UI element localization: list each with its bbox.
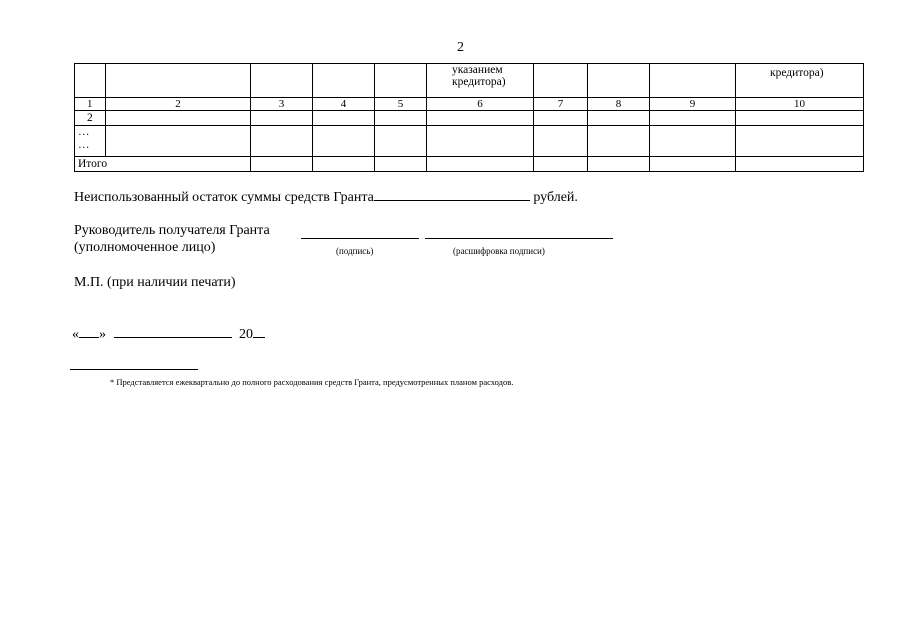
- remainder-amount-blank: [374, 188, 530, 201]
- total-label: Итого: [75, 157, 251, 172]
- header-cell-10: [736, 64, 864, 98]
- header-cell-2: [106, 64, 251, 98]
- decoding-caption: (расшифровка подписи): [453, 246, 545, 256]
- header-cell-1: [75, 64, 106, 98]
- date-day-blank: [79, 325, 99, 338]
- signature-blank: [301, 238, 419, 239]
- table-cell: [736, 126, 864, 157]
- header-cell-3: [251, 64, 313, 98]
- table-cell: [251, 111, 313, 126]
- table-cell: [534, 157, 588, 172]
- column-number: 8: [588, 98, 650, 111]
- remainder-line: [74, 188, 578, 206]
- stamp-label: М.П. (при наличии печати): [74, 275, 236, 290]
- ellipsis-label: … …: [78, 126, 90, 151]
- table-cell: [106, 111, 251, 126]
- footnote-separator: [70, 369, 198, 370]
- table-cell: [650, 126, 736, 157]
- table-cell: [650, 111, 736, 126]
- column-number: 5: [375, 98, 427, 111]
- column-number: 1: [75, 98, 106, 111]
- table-cell: [736, 157, 864, 172]
- table-cell: [534, 126, 588, 157]
- table-row: [75, 111, 864, 126]
- page-number: 2: [457, 40, 464, 55]
- table-cell: [650, 157, 736, 172]
- column-number: 9: [650, 98, 736, 111]
- table-cell: [736, 111, 864, 126]
- header-cell-7: [534, 64, 588, 98]
- column-number: 7: [534, 98, 588, 111]
- decoding-blank: [425, 238, 613, 239]
- head-label-line1: Руководитель получателя Гранта: [74, 223, 270, 238]
- signature-caption: (подпись): [336, 246, 374, 256]
- table-cell: [588, 111, 650, 126]
- table-cell: [427, 157, 534, 172]
- table-cell: [313, 111, 375, 126]
- date-year-prefix: 20: [239, 327, 253, 342]
- table-cell: [313, 126, 375, 157]
- table-cell: [534, 111, 588, 126]
- row-label: 2: [75, 111, 106, 126]
- table-cell: [588, 126, 650, 157]
- column-number: 10: [736, 98, 864, 111]
- header-cell-8: [588, 64, 650, 98]
- date-month-blank: [114, 325, 232, 338]
- table-cell: [106, 126, 251, 157]
- date-open-quote: «: [72, 327, 79, 342]
- column-number: 3: [251, 98, 313, 111]
- column-number: 2: [106, 98, 251, 111]
- table-cell: [313, 157, 375, 172]
- column-number: 4: [313, 98, 375, 111]
- expense-table: [74, 63, 864, 172]
- date-year-blank: [253, 325, 265, 338]
- head-label-line2: (уполномоченное лицо): [74, 240, 216, 255]
- row-label: [75, 126, 106, 157]
- table-cell: [588, 157, 650, 172]
- table-cell: [375, 126, 427, 157]
- header-cell-10-text: кредитора): [770, 67, 824, 79]
- date-close-quote: »: [99, 327, 106, 342]
- remainder-label: Неиспользованный остаток суммы средств Гранта: [74, 190, 374, 205]
- table-header-row: [75, 64, 864, 98]
- remainder-currency: рублей.: [533, 190, 578, 205]
- column-numbers-row: [75, 98, 864, 111]
- table-cell: [375, 111, 427, 126]
- header-cell-6-text: указанием кредитора): [452, 64, 506, 88]
- date-line: [72, 325, 265, 343]
- column-number: 6: [427, 98, 534, 111]
- table-cell: [251, 157, 313, 172]
- header-cell-6: [427, 64, 534, 98]
- table-cell: [427, 111, 534, 126]
- header-cell-5: [375, 64, 427, 98]
- table-row: [75, 126, 864, 157]
- table-cell: [251, 126, 313, 157]
- table-cell: [375, 157, 427, 172]
- total-row: [75, 157, 864, 172]
- header-cell-4: [313, 64, 375, 98]
- footnote: * Представляется ежеквартально до полного расходования средств Гранта, предусмотренных планом расходов.: [110, 377, 514, 387]
- header-cell-9: [650, 64, 736, 98]
- table-cell: [427, 126, 534, 157]
